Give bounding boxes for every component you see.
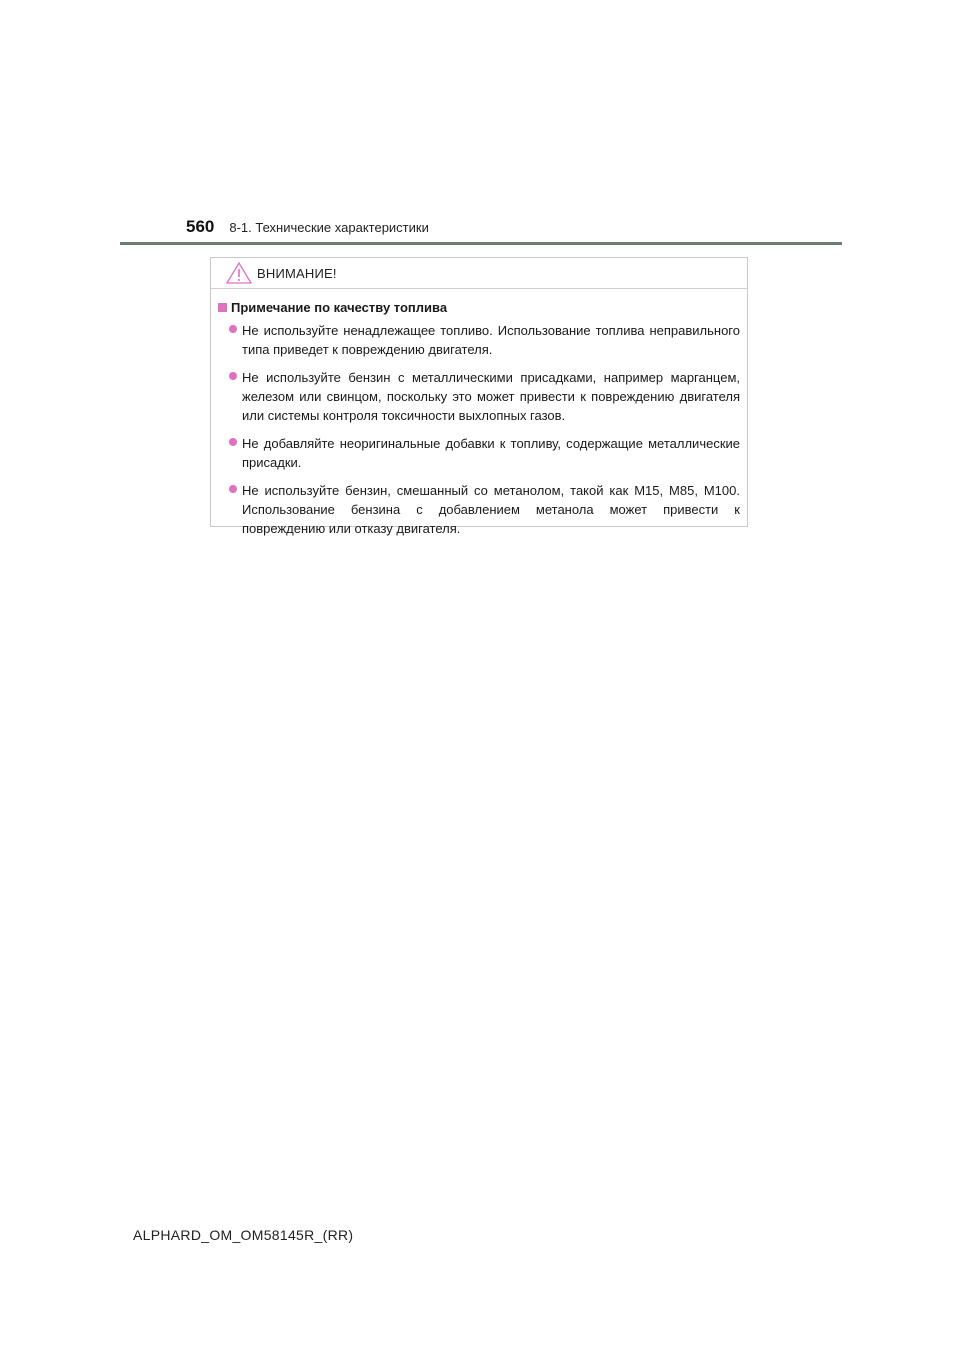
subheading-text: Примечание по качеству топлива (231, 300, 448, 315)
list-item (229, 481, 740, 538)
list-item-text: Не добавляйте неоригинальные добавки к топливу, содержащие металлические присадки. (242, 436, 740, 470)
page-number: 560 (186, 217, 215, 236)
caution-header (211, 258, 747, 289)
page-header (186, 217, 429, 237)
section-title: 8-1. Технические характеристики (229, 220, 429, 235)
bullet-dot-icon (229, 372, 237, 380)
list-item-text: Не используйте ненадлежащее топливо. Использование топлива неправильного типа приведет к повреждению двигателя. (242, 323, 740, 357)
caution-label: ВНИМАНИЕ! (257, 265, 337, 281)
fuel-quality-subheading (218, 300, 740, 315)
header-rule (120, 242, 842, 245)
warning-triangle-icon (225, 261, 253, 285)
bullet-dot-icon (229, 485, 237, 493)
list-item-text: Не используйте бензин с металлическими присадками, например марганцем, железом или свинцом, поскольку это может привести к повреждению двигателя или системы контроля токсичности выхлопных газов. (242, 370, 740, 423)
bullet-dot-icon (229, 438, 237, 446)
list-item (229, 434, 740, 472)
caution-box (210, 257, 748, 536)
document-code: ALPHARD_OM_OM58145R_(RR) (133, 1227, 354, 1243)
list-item-text: Не используйте бензин, смешанный со метанолом, такой как M15, M85, M100. Использование бензина с добавлением метанола может привести к повреждению или отказу двигателя. (242, 483, 740, 536)
square-bullet-icon (218, 303, 227, 312)
list-item (229, 321, 740, 359)
list-item (229, 368, 740, 425)
bullet-dot-icon (229, 325, 237, 333)
caution-body (211, 289, 747, 538)
